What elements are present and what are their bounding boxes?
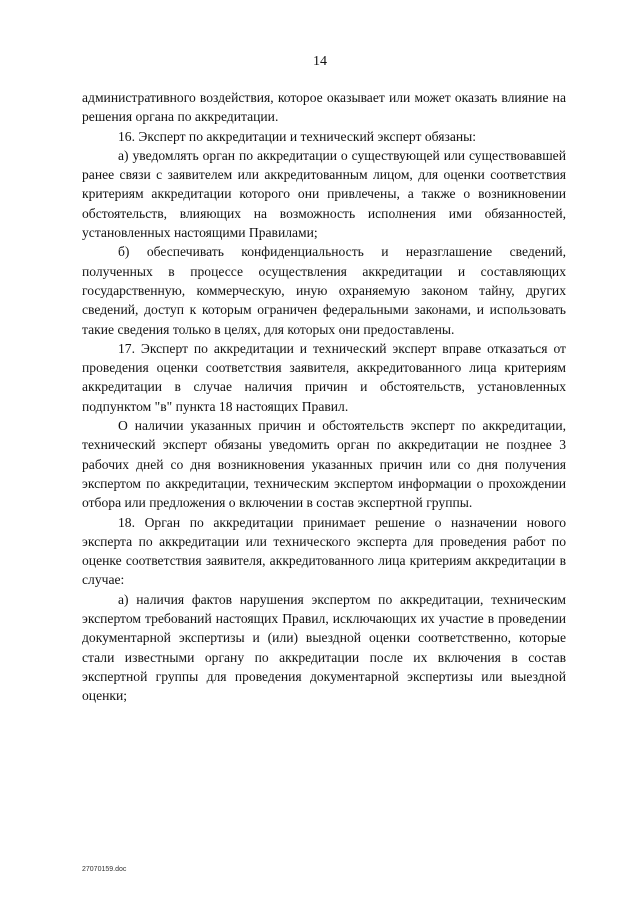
document-body <box>82 88 566 706</box>
page-number: 14 <box>313 54 327 69</box>
paragraph-item-16: 16. Эксперт по аккредитации и технический эксперт обязаны: <box>118 128 477 144</box>
paragraph-item-16-b: б) обеспечивать конфиденциальность и неразглашение сведений, полученных в процессе осуществления аккредитации и составляющих государственную, коммерческую, иную охраняемую законом тайну, других сведений, доступ к которым ограничен федеральными законами, и использовать такие сведения только в целях, для которых они предоставлены. <box>82 244 566 337</box>
paragraph-item-17: 17. Эксперт по аккредитации и технический эксперт вправе отказаться от проведения оценки соответствия заявителя, аккредитованного лица критериям аккредитации в случае наличия причин и обстоятельств, установленных подпунктом "в" пункта 18 настоящих Правил. <box>82 340 566 414</box>
paragraph-item-18-a: а) наличия фактов нарушения экспертом по аккредитации, техническим экспертом требований настоящих Правил, исключающих их участие в проведении документарной экспертизы и (или) выездной оценки соответственно, которые стали известными органу по аккредитации после их включения в состав экспертной группы для проведения документарной экспертизы или выездной оценки; <box>82 591 566 704</box>
paragraph-continuation: административного воздействия, которое оказывает или может оказать влияние на решения органа по аккредитации. <box>82 90 566 125</box>
paragraph-item-18: 18. Орган по аккредитации принимает решение о назначении нового эксперта по аккредитации или технического эксперта для проведения работ по оценке соответствия заявителя, аккредитованного лица критериям аккредитации в случае: <box>82 514 566 588</box>
paragraph-item-17-notice: О наличии указанных причин и обстоятельств эксперт по аккредитации, технический эксперт обязаны уведомить орган по аккредитации не позднее 3 рабочих дней со дня возникновения указанных причин или со дня получения экспертом по аккредитации, техническим экспертом информации о прохождении отбора или предложения о включении в состав экспертной группы. <box>82 418 566 511</box>
paragraph-item-16-a: а) уведомлять орган по аккредитации о существующей или существовавшей ранее связи с заявителем или аккредитованным лицом, для оценки соответствия критериям аккредитации которого они привлечены, а также о возникновении обстоятельств, влияющих на возможность исполнения ими обязанностей, установленных настоящими Правилами; <box>82 147 566 241</box>
footer-file-code: 27070159.doc <box>82 866 127 873</box>
